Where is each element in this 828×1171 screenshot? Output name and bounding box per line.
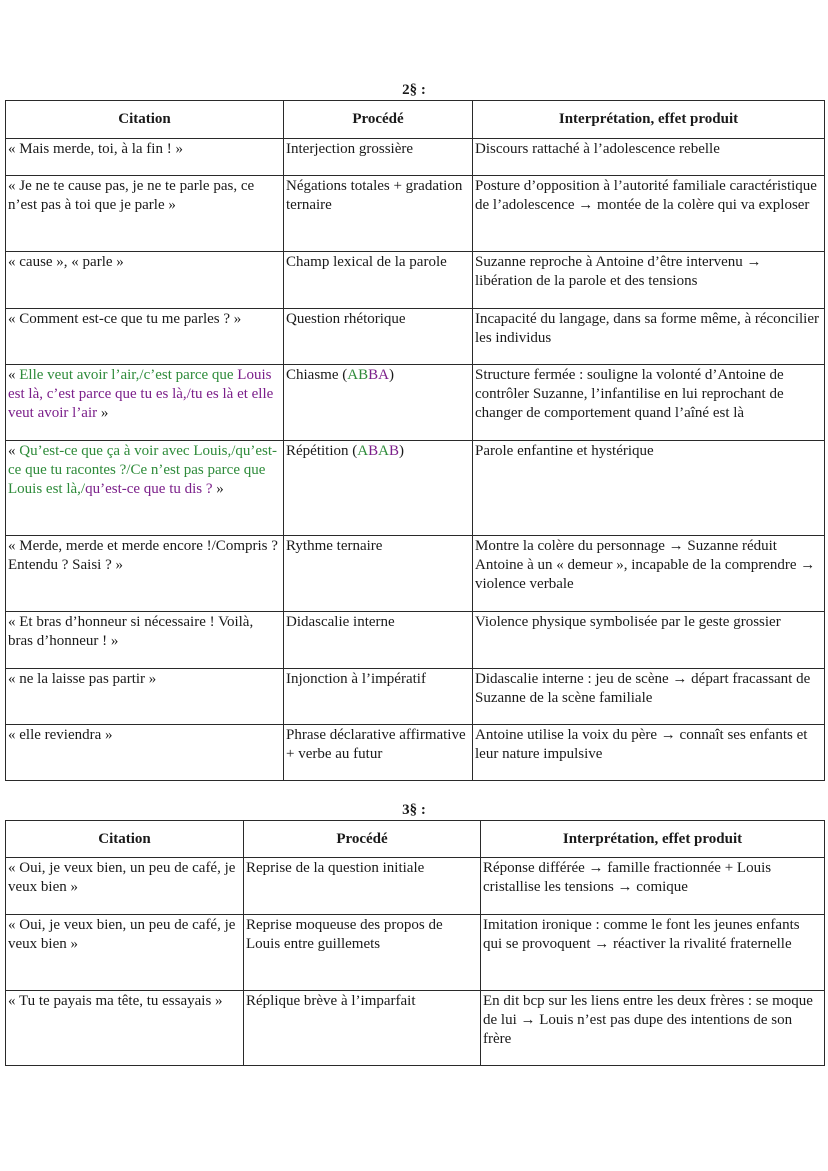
table-row <box>6 176 825 252</box>
table-row <box>6 991 825 1066</box>
procede-cell: Reprise de la question initiale <box>244 858 481 915</box>
interpretation-cell: Parole enfantine et hystérique <box>473 441 825 536</box>
pattern-a: A <box>357 443 369 459</box>
citation-cell: « Merde, merde et merde encore !/Compris ? Entendu ? Saisi ? » <box>6 536 284 612</box>
header-citation: Citation <box>6 101 284 139</box>
interpretation-cell: Antoine utilise la voix du père → connaît ses enfants et leur nature impulsive <box>473 725 825 781</box>
table-row <box>6 915 825 991</box>
section-3-title: 3§ : <box>402 802 426 818</box>
header-citation: Citation <box>6 821 244 858</box>
interpretation-cell: En dit bcp sur les liens entre les deux frères : se moque de lui → Louis n’est pas dupe des intentions de son frère <box>481 991 825 1066</box>
citation-cell: « elle reviendra » <box>6 725 284 781</box>
header-procede: Procédé <box>284 101 473 139</box>
table-row <box>6 441 825 536</box>
citation-cell <box>6 365 284 441</box>
table-row <box>6 858 825 915</box>
interpretation-cell: Incapacité du langage, dans sa forme même, à réconcilier les individus <box>473 309 825 365</box>
citation-quote-open: « <box>8 443 20 459</box>
citation-cell: « cause », « parle » <box>6 252 284 309</box>
citation-purple-text: Louis est là, c’est parce que tu es là,/tu es là et elle veut avoir l’air <box>8 367 274 421</box>
table-row <box>6 536 825 612</box>
procede-cell: Interjection grossière <box>284 139 473 176</box>
interpretation-cell: Imitation ironique : comme le font les jeunes enfants qui se provoquent → réactiver la rivalité fraternelle <box>481 915 825 991</box>
citation-quote-close: » <box>212 481 224 497</box>
pattern-a: A <box>378 443 389 459</box>
header-interpretation: Interprétation, effet produit <box>481 821 825 858</box>
header-interpretation: Interprétation, effet produit <box>473 101 825 139</box>
procede-text: Répétition ( <box>286 443 358 459</box>
interpretation-cell: Suzanne reproche à Antoine d’être intervenu → libération de la parole et des tensions <box>473 252 825 309</box>
citation-cell <box>6 441 284 536</box>
pattern-b: BA <box>368 367 389 383</box>
interpretation-cell: Structure fermée : souligne la volonté d’Antoine de contrôler Suzanne, l’infantilise en lui reprochant de changer de comportement quand l’aîné est là <box>473 365 825 441</box>
procede-cell: Didascalie interne <box>284 612 473 669</box>
pattern-b: B <box>388 443 399 459</box>
citation-cell: « Oui, je veux bien, un peu de café, je veux bien » <box>6 858 244 915</box>
citation-cell: « Je ne te cause pas, je ne te parle pas, ce n’est pas à toi que je parle » <box>6 176 284 252</box>
citation-cell: « ne la laisse pas partir » <box>6 669 284 725</box>
procede-text-end: ) <box>388 367 394 383</box>
pattern-b: B <box>368 443 379 459</box>
citation-green-text: Elle veut avoir l’air,/c’est parce que <box>19 367 238 383</box>
interpretation-cell: Didascalie interne : jeu de scène → départ fracassant de Suzanne de la scène familiale <box>473 669 825 725</box>
procede-cell <box>284 365 473 441</box>
citation-green-text: Qu’est-ce que ça à voir avec Louis,/qu’est-ce que tu racontes ?/Ce n’est pas parce que Louis est là,/ <box>8 443 278 497</box>
citation-cell: « Oui, je veux bien, un peu de café, je veux bien » <box>6 915 244 991</box>
table-row <box>6 139 825 176</box>
pattern-a: AB <box>347 367 369 383</box>
interpretation-cell: Discours rattaché à l’adolescence rebelle <box>473 139 825 176</box>
table-row <box>6 725 825 781</box>
table-row <box>6 612 825 669</box>
procede-cell: Réplique brève à l’imparfait <box>244 991 481 1066</box>
procede-cell: Injonction à l’impératif <box>284 669 473 725</box>
procede-cell: Phrase déclarative affirmative + verbe au futur <box>284 725 473 781</box>
citation-cell: « Comment est-ce que tu me parles ? » <box>6 309 284 365</box>
section-3-table <box>5 820 825 1066</box>
citation-quote-open: « <box>8 367 20 383</box>
citation-purple-text: qu’est-ce que tu dis ? <box>85 481 213 497</box>
table-row <box>6 365 825 441</box>
procede-cell: Champ lexical de la parole <box>284 252 473 309</box>
procede-cell: Négations totales + gradation ternaire <box>284 176 473 252</box>
procede-text-end: ) <box>398 443 404 459</box>
interpretation-cell: Posture d’opposition à l’autorité familiale caractéristique de l’adolescence → montée de la colère qui va exploser <box>473 176 825 252</box>
interpretation-cell: Montre la colère du personnage → Suzanne réduit Antoine à un « demeur », incapable de la comprendre → violence verbale <box>473 536 825 612</box>
table-row <box>6 309 825 365</box>
header-procede: Procédé <box>244 821 481 858</box>
citation-cell: « Tu te payais ma tête, tu essayais » <box>6 991 244 1066</box>
interpretation-cell: Réponse différée → famille fractionnée + Louis cristallise les tensions → comique <box>481 858 825 915</box>
section-2-table <box>5 100 825 781</box>
procede-cell: Question rhétorique <box>284 309 473 365</box>
procede-text: Chiasme ( <box>286 367 348 383</box>
procede-cell <box>284 441 473 536</box>
table-row <box>6 252 825 309</box>
citation-quote-close: » <box>97 405 109 421</box>
section-2-title: 2§ : <box>402 82 426 98</box>
citation-cell: « Mais merde, toi, à la fin ! » <box>6 139 284 176</box>
citation-cell: « Et bras d’honneur si nécessaire ! Voilà, bras d’honneur ! » <box>6 612 284 669</box>
interpretation-cell: Violence physique symbolisée par le geste grossier <box>473 612 825 669</box>
table-row <box>6 669 825 725</box>
procede-cell: Reprise moqueuse des propos de Louis entre guillemets <box>244 915 481 991</box>
procede-cell: Rythme ternaire <box>284 536 473 612</box>
